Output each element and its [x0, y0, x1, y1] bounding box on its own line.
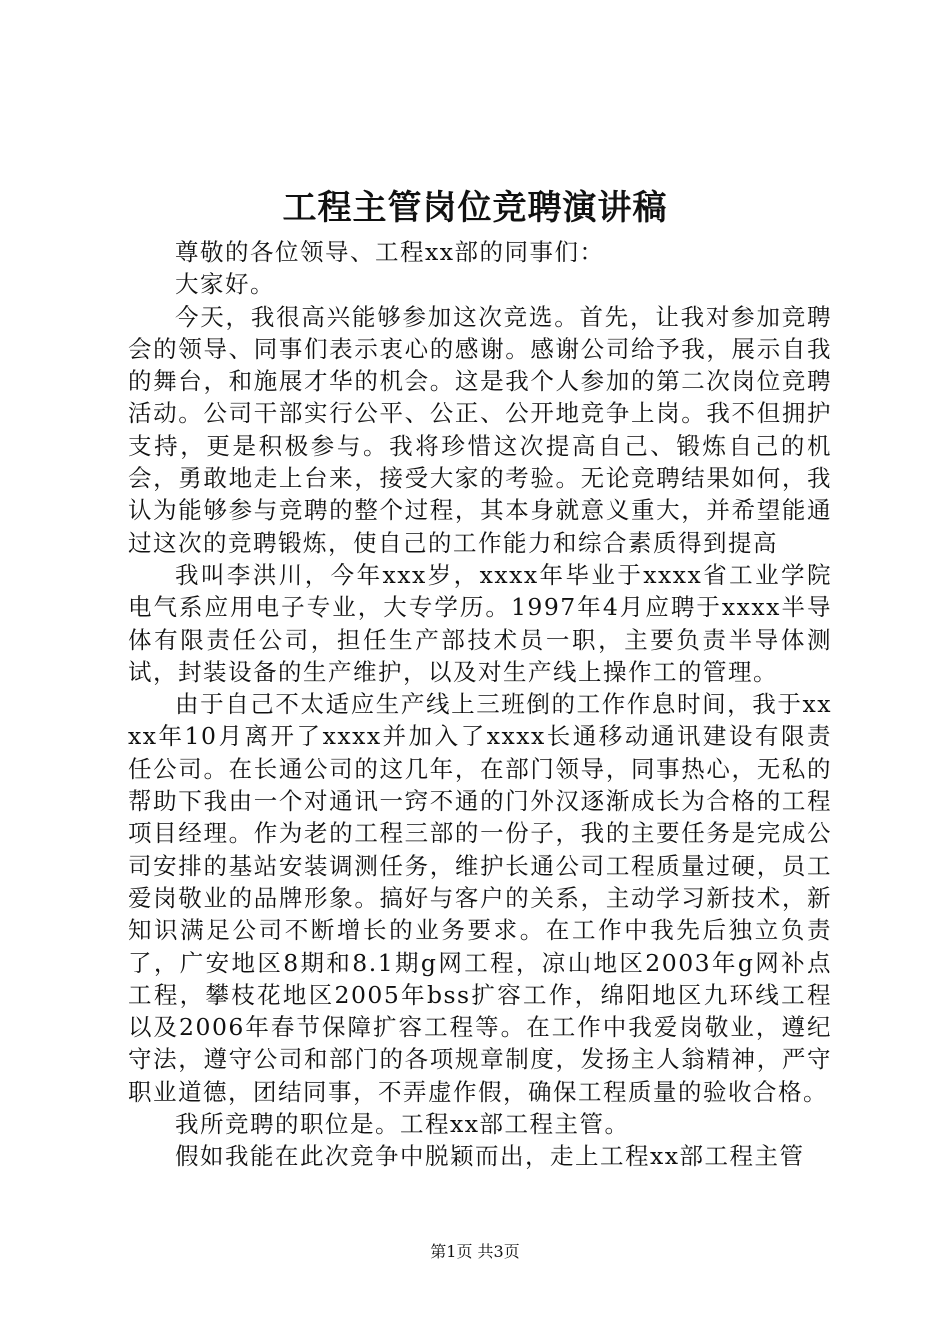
paragraph-introduction: 今天，我很高兴能够参加这次竞选。首先，让我对参加竞聘会的领导、同事们表示衷心的感谢。感谢公司给予我，展示自我的舞台，和施展才华的机会。这是我个人参加的第二次岗位竞聘活动。公司干部实行公平、公正、公开地竞争上岗。我不但拥护支持，更是积极参与。我将珍惜这次提高自己、锻炼自己的机会，勇敢地走上台来，接受大家的考验。无论竞聘结果如何，我认为能够参与竞聘的整个过程，其本身就意义重大，并希望能通过这次的竞聘锻炼，使自己的工作能力和综合素质得到提高	[128, 302, 832, 557]
document-body	[128, 236, 832, 1173]
paragraph-background: 我叫李洪川，今年xxx岁，xxxx年毕业于xxxx省工业学院电气系应用电子专业，大专学历。1997年4月应聘于xxxx半导体有限责任公司，担任生产部技术员一职，主要负责半导体测试，封装设备的生产维护，以及对生产线上操作工的管理。	[128, 560, 832, 686]
page-number-footer: 第1页 共3页	[430, 1242, 520, 1261]
paragraph-target-position: 我所竞聘的职位是。工程xx部工程主管。	[175, 1110, 630, 1139]
paragraph-experience: 由于自己不太适应生产线上三班倒的工作作息时间，我于xxxx年10月离开了xxxx并加入了xxxx长通移动通讯建设有限责任公司。在长通公司的这几年，在部门领导，同事热心，无私的帮助下我由一个对通讯一窍不通的门外汉逐渐成长为合格的工程项目经理。作为老的工程三部的一份子，我的主要任务是完成公司安排的基站安装调测任务，维护长通公司工程质量过硬，员工爱岗敬业的品牌形象。搞好与客户的关系，主动学习新技术，新知识满足公司不断增长的业务要求。在工作中我先后独立负责了，广安地区8期和8.1期g网工程，凉山地区2003年g网补点工程，攀枝花地区2005年bss扩容工作，绵阳地区九环线工程以及2006年春节保障扩容工程等。在工作中我爱岗敬业，遵纪守法，遵守公司和部门的各项规章制度，发扬主人翁精神，严守职业道德，团结同事，不弄虚作假，确保工程质量的验收合格。	[128, 690, 832, 1106]
paragraph-salutation: 尊敬的各位领导、工程xx部的同事们：	[175, 238, 605, 266]
paragraph-plan: 假如我能在此次竞争中脱颖而出，走上工程xx部工程主管	[175, 1142, 805, 1171]
document-title: 工程主管岗位竞聘演讲稿	[282, 188, 668, 228]
paragraph-greeting: 大家好。	[175, 270, 275, 299]
